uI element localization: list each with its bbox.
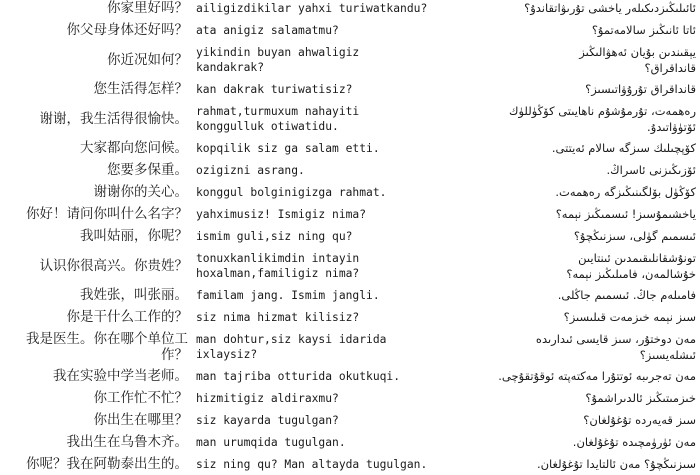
- phrase-row: [0, 137, 700, 159]
- latin-uyghur-text-line: familam jang. Ismim jangli.: [196, 288, 380, 302]
- uyghur-arabic-text: [430, 78, 696, 100]
- latin-uyghur-text-line: kopqilik siz ga salam etti.: [196, 141, 380, 155]
- latin-uyghur-text: [196, 247, 428, 284]
- latin-uyghur-text-line: hoxalman,familigiz nima?: [196, 266, 360, 280]
- uyghur-arabic-text-line: كۆپچىلىك سىزگە سالام ئەيتتى.: [551, 141, 696, 155]
- uyghur-arabic-text-line: خۇشالمەن، فامىلىڭىز نېمە؟: [566, 266, 696, 281]
- uyghur-arabic-text: [430, 41, 696, 78]
- latin-uyghur-text: [196, 409, 428, 431]
- uyghur-arabic-text: [430, 387, 696, 409]
- latin-uyghur-text: [196, 19, 428, 41]
- chinese-text-line: 谢谢，我生活得很愉快。: [39, 110, 188, 127]
- latin-uyghur-text: [196, 453, 428, 475]
- chinese-text: [0, 0, 188, 19]
- uyghur-arabic-text-line: قانداقراق تۇرۇۋاتىسىز؟: [585, 82, 696, 96]
- phrase-row: [0, 203, 700, 225]
- latin-uyghur-text-line: konggulluk otiwatidu.: [196, 119, 339, 133]
- chinese-text-line: 你是干什么工作的？: [66, 309, 188, 325]
- latin-uyghur-text-line: kan dakrak turiwatisiz?: [196, 82, 353, 96]
- uyghur-arabic-text: [430, 100, 696, 137]
- latin-uyghur-text: [196, 203, 428, 225]
- phrase-row: [0, 100, 700, 137]
- latin-uyghur-text-line: yahximusiz! Ismigiz nima?: [196, 207, 367, 221]
- chinese-text-line: 你近况如何？: [107, 51, 188, 68]
- phrase-row: [0, 431, 700, 453]
- chinese-text: [0, 159, 188, 181]
- chinese-text: [0, 137, 188, 159]
- chinese-text: [0, 100, 188, 137]
- uyghur-arabic-text: [430, 159, 696, 181]
- phrase-row: [0, 306, 700, 328]
- chinese-text: [0, 41, 188, 78]
- chinese-text-line: 您生活得怎样？: [93, 81, 188, 97]
- chinese-text: [0, 431, 188, 453]
- chinese-text: [0, 284, 188, 306]
- uyghur-arabic-text: [430, 137, 696, 159]
- phrase-row: [0, 409, 700, 431]
- chinese-text-line: 您要多保重。: [107, 162, 188, 178]
- uyghur-arabic-text: [430, 365, 696, 387]
- chinese-text-line: 大家都向您问候。: [80, 140, 188, 156]
- latin-uyghur-text-line: rahmat,turmuxum nahayiti: [196, 104, 360, 118]
- chinese-text-line: 你父母身体还好吗？: [66, 22, 188, 38]
- chinese-text-line: 谢谢你的关心。: [93, 184, 188, 200]
- uyghur-arabic-text: [430, 225, 696, 247]
- chinese-text: [0, 365, 188, 387]
- latin-uyghur-text-line: siz ning qu? Man altayda tugulgan.: [196, 457, 428, 471]
- chinese-text-line: 认识你很高兴。你贵姓？: [39, 257, 188, 274]
- uyghur-arabic-text: [430, 181, 696, 203]
- uyghur-arabic-text: [430, 306, 696, 328]
- phrase-row: [0, 41, 700, 78]
- latin-uyghur-text: [196, 0, 428, 19]
- chinese-text-line: 我在实验中学当老师。: [53, 368, 188, 384]
- chinese-text: [0, 78, 188, 100]
- latin-uyghur-text: [196, 306, 428, 328]
- latin-uyghur-text: [196, 137, 428, 159]
- uyghur-arabic-text-line: ئىسمىم گۈلى، سىزنىڭچۇ؟: [573, 229, 696, 243]
- phrase-row: [0, 328, 700, 365]
- phrase-row: [0, 247, 700, 284]
- uyghur-arabic-text: [430, 328, 696, 365]
- chinese-text: [0, 306, 188, 328]
- uyghur-arabic-text-line: مەن ئۈرۈمچىدە تۇغۇلغان.: [572, 435, 696, 449]
- phrase-row: [0, 159, 700, 181]
- uyghur-arabic-text-line: سىز قەيەردە تۇغۇلغان؟: [583, 413, 696, 427]
- uyghur-arabic-text-line: يېقىندىن بۇيان ئەھۋالىڭىز: [579, 44, 696, 59]
- chinese-text: [0, 225, 188, 247]
- uyghur-arabic-text-line: رەھمەت، تۇرمۇشۇم ناھايىتى كۆڭۈللۈك: [508, 103, 696, 118]
- chinese-text-line: 你工作忙不忙？: [93, 390, 188, 406]
- uyghur-arabic-text: [430, 247, 696, 284]
- uyghur-arabic-text: [430, 284, 696, 306]
- uyghur-arabic-text-line: كۆڭۈل بۆلگىنىڭىزگە رەھمەت.: [555, 185, 696, 199]
- chinese-text-line: 我叫姑丽，你呢？: [80, 228, 188, 244]
- latin-uyghur-text: [196, 431, 428, 453]
- chinese-text: [0, 181, 188, 203]
- chinese-text-line: 我出生在乌鲁木齐。: [66, 434, 188, 450]
- chinese-text: [0, 328, 188, 365]
- latin-uyghur-text-line: ismim guli,siz ning qu?: [196, 229, 353, 243]
- phrase-row: [0, 19, 700, 41]
- chinese-text-line: 你家里好吗？: [107, 0, 188, 16]
- uyghur-arabic-text: [430, 203, 696, 225]
- chinese-text: [0, 387, 188, 409]
- latin-uyghur-text: [196, 100, 428, 137]
- chinese-text: [0, 409, 188, 431]
- uyghur-arabic-text-line: ئاتا ئانىڭىز سالامەتمۇ؟: [591, 23, 696, 37]
- latin-uyghur-text-line: yikindin buyan ahwaligiz: [196, 45, 360, 59]
- latin-uyghur-text-line: tonuxkanlikimdin intayin: [196, 251, 360, 265]
- latin-uyghur-text-line: man tajriba otturida okutkuqi.: [196, 369, 401, 383]
- latin-uyghur-text-line: konggul bolginigizga rahmat.: [196, 185, 387, 199]
- uyghur-arabic-text-line: ئۆزىڭىزنى ئاسراڭ.: [606, 163, 696, 177]
- latin-uyghur-text-line: man urumqida tugulgan.: [196, 435, 346, 449]
- chinese-text: [0, 203, 188, 225]
- phrase-row: [0, 284, 700, 306]
- uyghur-arabic-text-line: سىز نېمە خىزمەت قىلىسىز؟: [563, 310, 696, 324]
- latin-uyghur-text: [196, 159, 428, 181]
- phrase-row: [0, 78, 700, 100]
- latin-uyghur-text-line: man dohtur,siz kaysi idarida: [196, 332, 387, 346]
- uyghur-arabic-text-line: تونۇشقانلىقىمدىن ئىنتايىن: [578, 250, 696, 265]
- latin-uyghur-text: [196, 365, 428, 387]
- chinese-text: [0, 453, 188, 475]
- latin-uyghur-text-line: siz nima hizmat kilisiz?: [196, 310, 360, 324]
- chinese-text-line: 我姓张，叫张丽。: [80, 287, 188, 303]
- chinese-text-line: 你好！请问你叫什么名字？: [26, 206, 188, 222]
- uyghur-arabic-text-line: خىزمىتىڭىز ئالدىراشمۇ؟: [585, 391, 696, 405]
- phrase-row: [0, 453, 700, 475]
- chinese-text: [0, 247, 188, 284]
- uyghur-arabic-text-line: ئائىلىڭىزدىكىلەر ياخشى تۇرىۋاتقاندۇ؟: [524, 1, 696, 15]
- latin-uyghur-text-line: ixlaysiz?: [196, 347, 258, 361]
- phrase-row: [0, 0, 700, 19]
- chinese-text-line: 你呢？我在阿勒泰出生的。: [26, 456, 188, 472]
- chinese-text-line: 作？: [161, 346, 188, 363]
- latin-uyghur-text: [196, 78, 428, 100]
- uyghur-arabic-text: [430, 453, 696, 475]
- latin-uyghur-text: [196, 225, 428, 247]
- uyghur-arabic-text-line: قانداقراق؟: [644, 60, 696, 75]
- phrase-row: [0, 181, 700, 203]
- latin-uyghur-text-line: ozigizni asrang.: [196, 163, 305, 177]
- uyghur-arabic-text-line: سىزنىڭچۇ؟ مەن ئالتايدا تۇغۇلغان.: [536, 457, 696, 471]
- latin-uyghur-text: [196, 387, 428, 409]
- uyghur-arabic-text-line: ئىشلەيسىز؟: [639, 347, 696, 362]
- chinese-text-line: 你出生在哪里？: [93, 412, 188, 428]
- chinese-text: [0, 19, 188, 41]
- chinese-text-line: 我是医生。你在哪个单位工: [26, 330, 188, 347]
- uyghur-arabic-text-line: فامىلەم جاڭ. ئىسمىم جاڭلى.: [557, 288, 696, 302]
- uyghur-arabic-text-line: ئۆتۈۋاتىدۇ.: [647, 119, 696, 134]
- latin-uyghur-text: [196, 41, 428, 78]
- latin-uyghur-text-line: hizmitigiz aldiraxmu?: [196, 391, 339, 405]
- latin-uyghur-text-line: siz kayarda tugulgan?: [196, 413, 339, 427]
- uyghur-arabic-text: [430, 0, 696, 19]
- uyghur-arabic-text-line: مەن تەجرىبە ئوتتۇرا مەكتەپتە ئوقۇتقۇچى.: [498, 369, 696, 383]
- latin-uyghur-text-line: kandakrak?: [196, 60, 265, 74]
- phrase-row: [0, 225, 700, 247]
- uyghur-arabic-text: [430, 431, 696, 453]
- uyghur-arabic-text-line: مەن دوختۇر، سىز قايسى ئىدارىدە: [535, 331, 696, 346]
- uyghur-arabic-text: [430, 409, 696, 431]
- uyghur-arabic-text: [430, 19, 696, 41]
- latin-uyghur-text: [196, 328, 428, 365]
- phrase-row: [0, 365, 700, 387]
- phrase-row: [0, 387, 700, 409]
- uyghur-arabic-text-line: ياخشىمۇسىز! ئىسمىڭىز نېمە؟: [555, 207, 696, 221]
- latin-uyghur-text: [196, 284, 428, 306]
- latin-uyghur-text-line: ailigizdikilar yahxi turiwatkandu?: [196, 1, 428, 15]
- latin-uyghur-text-line: ata anigiz salamatmu?: [196, 23, 339, 37]
- latin-uyghur-text: [196, 181, 428, 203]
